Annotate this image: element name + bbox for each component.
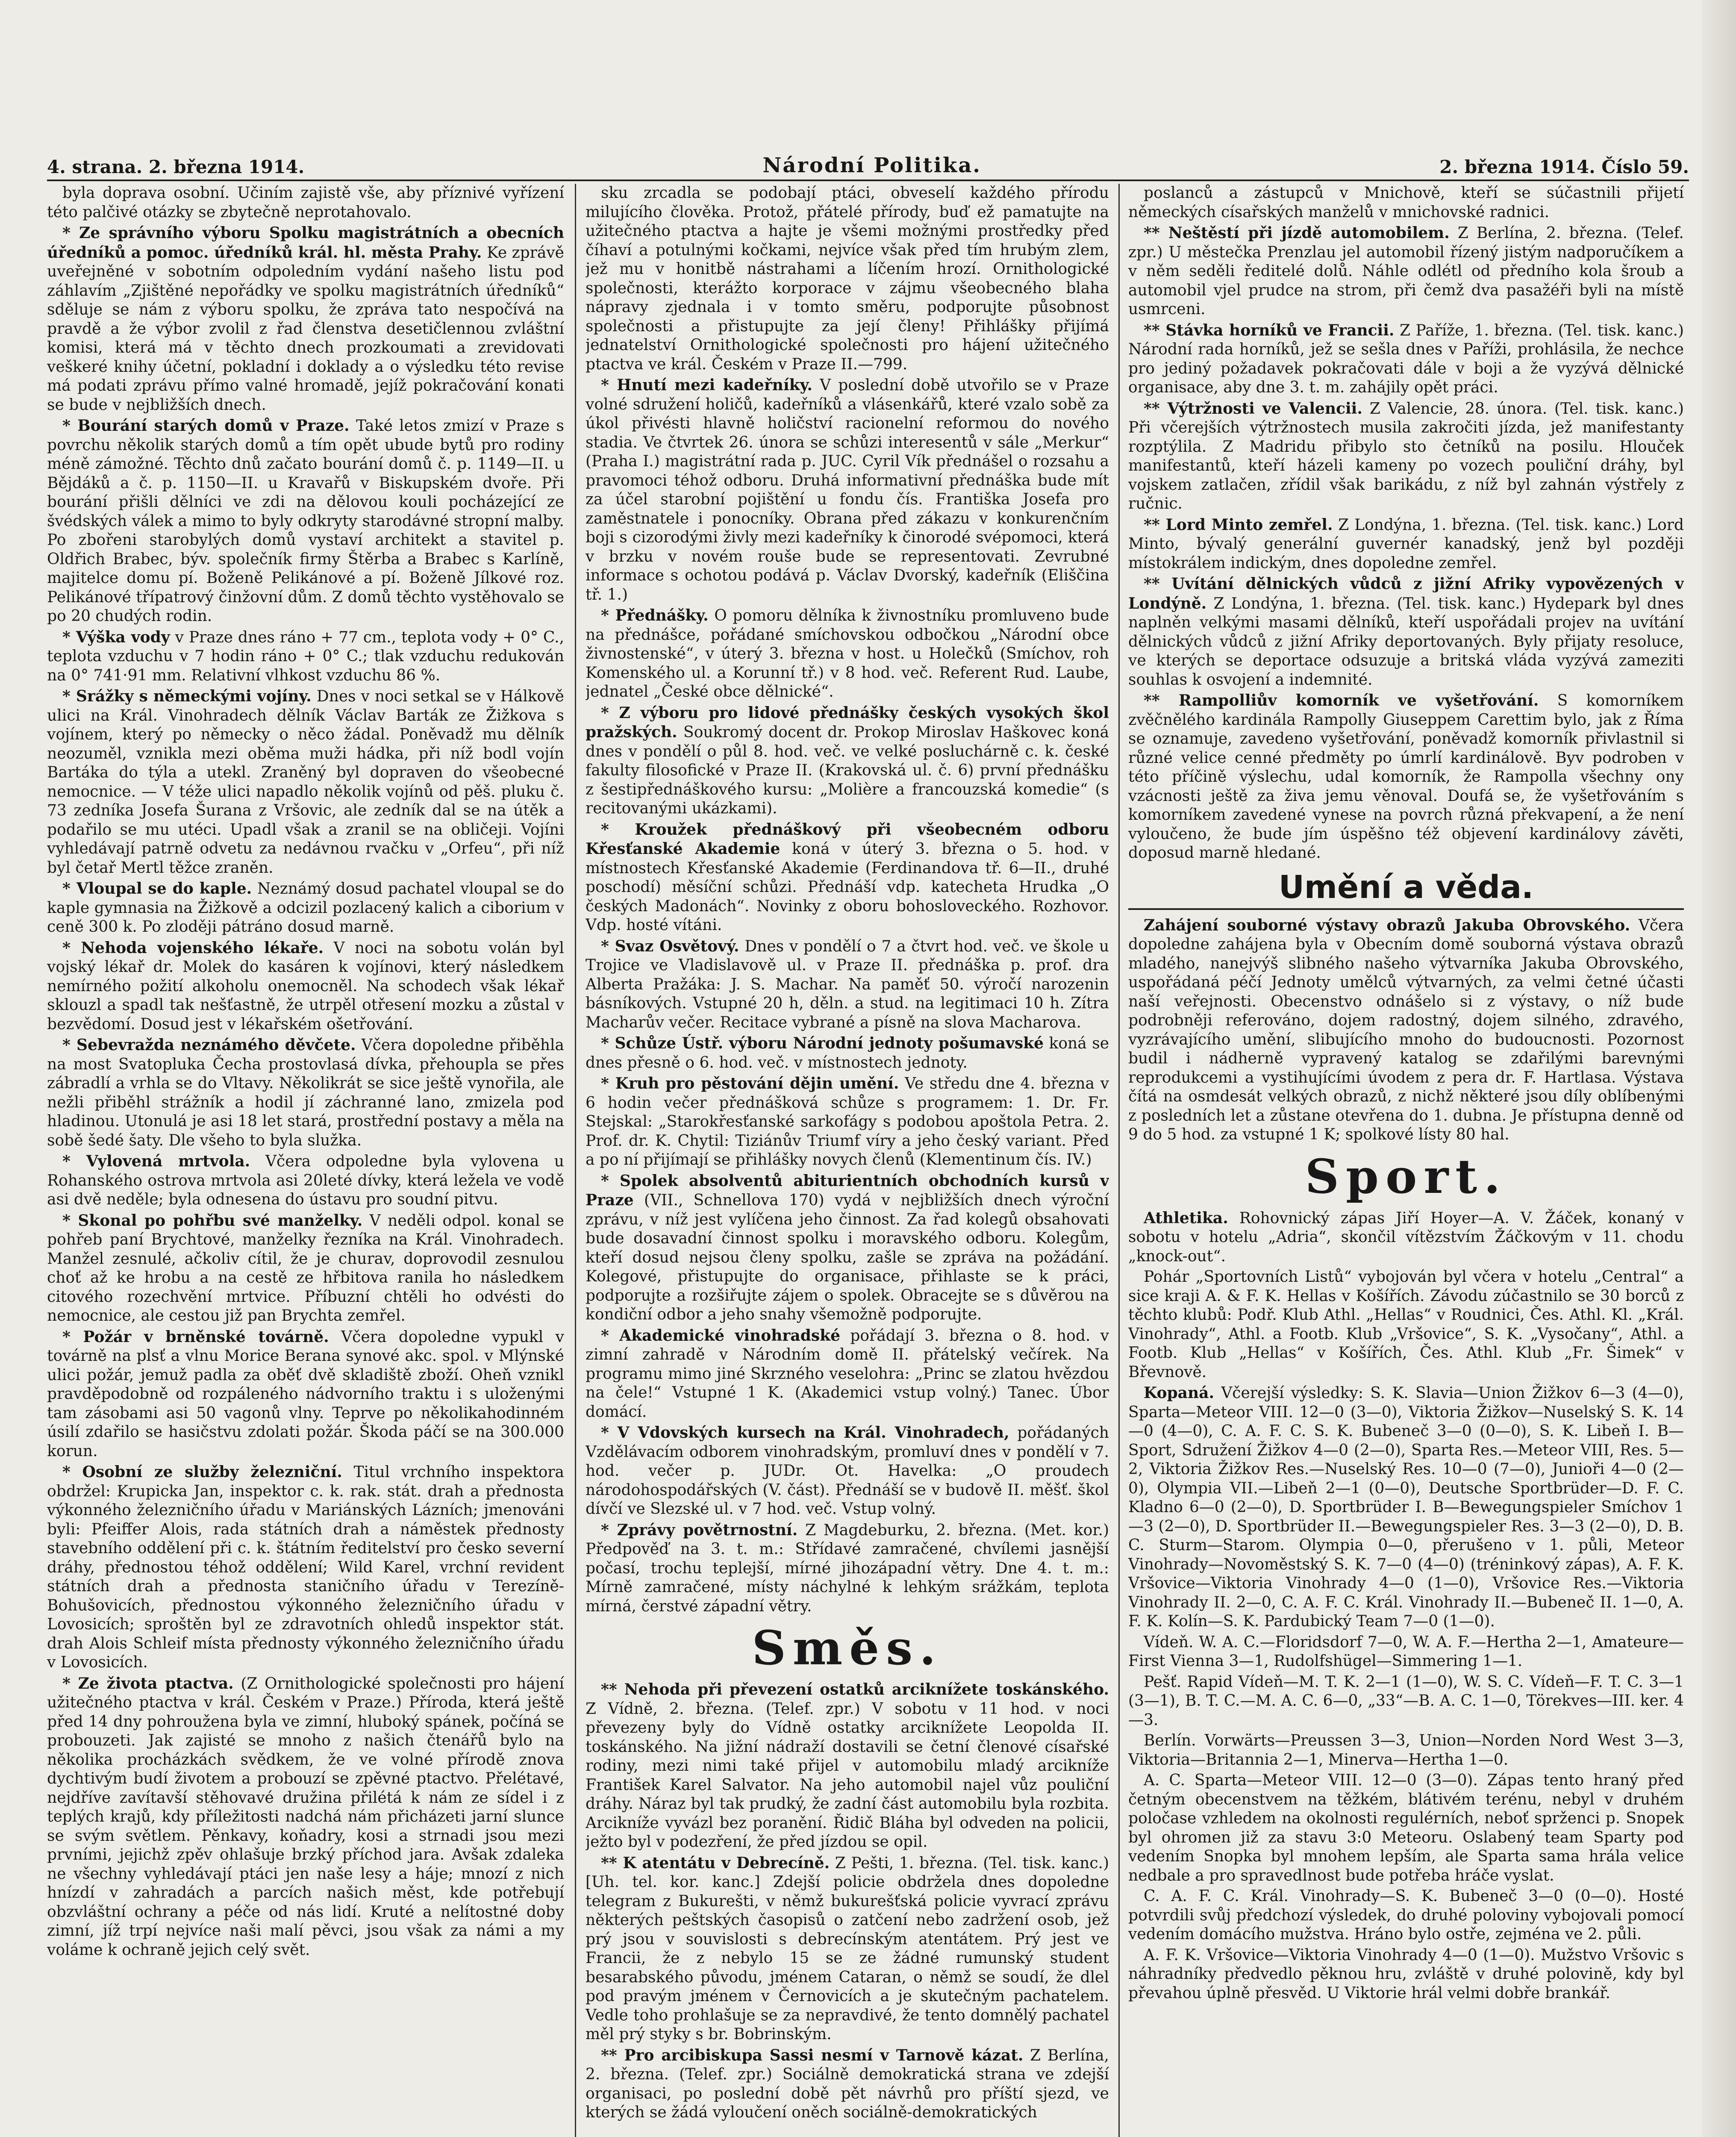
article-paragraph	[586, 1326, 1109, 1422]
article-text: Včera odpoledne byla vylovena u Rohanského ostrova mrtvola asi 20leté dívky, která ležela ve vodě asi dvě neděle; byla odnesena do ústavu pro soudní pitvu.	[47, 1153, 564, 1208]
section-heading: Umění a věda.	[1128, 869, 1684, 910]
article-paragraph	[1128, 1731, 1684, 1769]
article-paragraph	[1128, 916, 1684, 1145]
article-paragraph	[1128, 1887, 1684, 1944]
article-paragraph	[586, 2046, 1109, 2122]
article-text: A. F. K. Vršovice—Viktoria Vinohrady 4—0 (1—0). Mužstvo Vršovic s náhradníky předvedlo pěknou hru, zvláště v druhé polovině, kdy byl převahou úplně přesvěd. U Viktorie hrál velmi dobře brankář.	[1128, 1946, 1684, 2002]
article-text: Včera dopoledne zahájena byla v Obecním domě souborná výstava obrazů mladého, nanejvýš slibného našeho výtvarníka Jakuba Obrovského, uspořádaná péčí Jednoty umělců výtvarných, za velmi četné účasti naší veřejnosti. Obecenstvo odnášelo si z výstavy, o níž bude podrobněji referováno, dojem radostný, dojem silného, zdravého, vyzrávajícího umění, slibujícího mnoho do budoucnosti. Pozornost budil i nádherně vypravený katalog se zdařilými barevnými reprodukcemi a vystihujícími úvodem z pera dr. F. Hartlasa. Výstava čítá na osmdesát velkých obrazů, z nichž některé jsou díly oblíbenými z posledních let a zůstane otevřena do 1. dubna. Je přístupna denně od 9 do 5 hod. za vstupné 1 K; spolkové lísty 80 hal.	[1128, 916, 1684, 1143]
article-paragraph	[1128, 1209, 1684, 1266]
column-divider	[575, 184, 576, 2137]
article-headline: * Akademické vinohradské	[601, 1326, 840, 1345]
article-paragraph	[586, 606, 1109, 702]
article-text: pořádají 3. března o 8. hod. v zimní zahradě v Národním domě II. přátelský večírek. Na programu mimo jiné Skrzného veselohra: „Princ se zlatou hvězdou na čele!“ Vstupné 1 K. (Akademici vstup volný.) Tanec. Úbor domácí.	[586, 1327, 1109, 1421]
header-rule	[47, 180, 1689, 181]
column-3	[1128, 184, 1684, 2137]
article-paragraph	[1128, 1268, 1684, 1382]
article-headline: * Osobní ze služby železniční.	[62, 1463, 342, 1481]
article-headline: * Kruh pro pěstování dějin umění.	[601, 1074, 899, 1092]
article-text: Vídeň. W. A. C.—Floridsdorf 7—0, W. A. F.—Hertha 2—1, Amateure—First Vienna 3—1, Rudolfshügel—Simmering 1—1.	[1128, 1633, 1684, 1670]
article-text: Z Berlína, 2. března. (Telef. zpr.) U městečka Prenzlau jel automobil řízený jistým nadporučíkem a v něm seděli ředitelé dolů. Náhle odlétl od předního kola šroub a automobil vjel prudce na strom, při čemž dva pasažéři byli na místě usmrceni.	[1128, 224, 1684, 318]
article-headline: Zahájení souborné výstavy obrazů Jakuba Obrovského.	[1144, 916, 1630, 934]
article-paragraph	[586, 1074, 1109, 1170]
article-text: Dnes v noci setkal se v Hálkově ulici na Král. Vinohradech dělník Václav Barták ze Žižkova s vojínem, který po německy o něco žádal. Poněvadž mu dělník neozuměl, vznikla mezi oběma muži hádka, při níž bodl vojín Bartáka do týla a utekl. Zraněný byl dopraven do všeobecné nemocnice. — V téže ulici napadlo několik vojínů od pěš. pluku č. 73 zedníka Josefa Šurana z Vršovic, ale zedník dal se na útěk a podařilo se mu utéci. Upadl však a zranil se na obličeji. Vojíni vyhledávají patrně odvetu za nedávnou rvačku v „Orfeu“, při níž byl četař Mertl těžce zraněn.	[47, 688, 564, 877]
article-paragraph	[47, 1152, 564, 1210]
article-paragraph	[47, 939, 564, 1034]
column-divider	[1118, 184, 1120, 2137]
article-headline: * Vloupal se do kaple.	[62, 880, 252, 898]
article-text: v Praze dnes ráno + 77 cm., teplota vody + 0° C., teplota vzduchu v 7 hodin ráno + 0° C.; tlak vzduchu redukován na 0° 741·91 mm. Relativní vlhkost vzduchu 86 %.	[47, 628, 564, 684]
article-paragraph	[1128, 1383, 1684, 1631]
article-text: poslanců a zástupců v Mnichově, kteří se súčastnili přijetí německých císařských manželů v mnichovské radnici.	[1128, 184, 1684, 221]
article-text: V neděli odpol. konal se pohřeb paní Brychtové, manželky řezníka na Král. Vinohradech. Manžel zesnulé, ačkoliv cítil, že je churav, doprovodil zesnulou choť až ke hrobu a na cestě ze hřbitova ranila ho následkem citového rozechvění mrtvice. Příbuzní chtěli ho odvésti do nemocnice, ale cestou již pan Brychta zemřel.	[47, 1212, 564, 1325]
article-headline: * Přednášky.	[601, 606, 709, 624]
column-2	[586, 184, 1109, 2137]
article-headline: ** Nehoda při převezení ostatků arciknížete toskánského.	[601, 1681, 1109, 1698]
article-paragraph	[586, 184, 1109, 374]
scan-edge	[1702, 0, 1736, 2137]
article-headline: * Hnutí mezi kadeřníky.	[601, 376, 812, 394]
article-text: Berlín. Vorwärts—Preussen 3—3, Union—Norden Nord West 3—3, Viktoria—Britannia 2—1, Minerva—Hertha 1—0.	[1128, 1732, 1684, 1769]
article-paragraph	[1128, 515, 1684, 573]
article-headline: * Z výboru pro lidové přednášky českých vysokých škol pražských.	[586, 704, 1109, 741]
section-heading: Sport.	[1305, 1148, 1507, 1204]
article-text: Rohovnický zápas Jiří Hoyer—A. V. Žáček, konaný v sobotu v hotelu „Adria“, skončil vítězstvím Žáčkovým v 11. chodu „knock-out“.	[1128, 1209, 1684, 1265]
article-text: S komorníkem zvěčnělého kardinála Rampolly Giuseppem Carettim bylo, jak z Říma se oznamuje, zavedeno vyšetřování, poněvadž komorník přivlastnil si různé velice cenné předměty po úmrlí kardinálově. Byv podroben v této příčině výslechu, udal komorník, že Rampolla všechny ony vzácnosti ještě za živa jemu věnoval. Doufá se, že vyšetřováním s komorníkem zavedené vynese na povrch různá překvapení, a že není vyloučeno, že bude jím úspěšno též objevení kardinálovy závěti, doposud marně hledané.	[1128, 692, 1684, 862]
header-date-left: 4. strana. 2. března 1914.	[47, 156, 305, 177]
article-paragraph	[586, 704, 1109, 818]
article-headline: * Nehoda vojenského lékaře.	[62, 939, 324, 957]
article-paragraph	[47, 416, 564, 626]
article-paragraph	[586, 937, 1109, 1033]
article-headline: * Ze života ptactva.	[62, 1674, 234, 1693]
article-text: Z Magdeburku, 2. března. (Met. kor.) Předpověď na 3. t. m.: Střídavé zamračené, chvílemi jasnější počasí, trochu teplejší, mírné jihozápadní větry. Dne 4. t. m.: Mírně zamračené, místy náchylné k lehkým srážkám, teplota mírná, čerstvé západní větry.	[586, 1521, 1109, 1615]
article-paragraph	[1128, 1771, 1684, 1885]
article-paragraph	[47, 1211, 564, 1326]
article-paragraph	[47, 1674, 564, 1960]
article-paragraph	[1128, 574, 1684, 689]
article-paragraph	[47, 224, 564, 415]
article-text: Z Vídně, 2. března. (Telef. zpr.) V sobotu v 11 hod. v noci převezeny byly do Vídně ostatky arciknížete Leopolda II. toskánského. Na jižní nádraží dostavili se četní členové císařské rodiny, mezi nimi také přijel v automobilu mladý arcikníže František Karel Salvator. Na jeho automobil najel vůz pouliční dráhy. Náraz byl tak prudký, že zadní část automobilu byla rozbita. Arcikníže vyvázl bez poranění. Řidič Bláha byl odveden na policii, ježto byl v podezření, že před jízdou se opil.	[586, 1700, 1109, 1851]
section-heading: Směs.	[752, 1620, 943, 1675]
article-headline: ** Uvítání dělnických vůdců z jižní Afriky vypovězených v Londýně.	[1128, 575, 1684, 612]
article-text: sku zrcadla se podobají ptáci, obveselí každého přírodu milujícího člověka. Protož, přátelé přírody, buď ež pamatujte na užitečného ptactva a hajte je všemi možnými prostředky před číhaví a potulnými kočkami, nejvíce však před tím hrubým zlem, jež mu v honitbě nástrahami a líčením hrozí. Ornithologické společnosti, kterážto korporace v zájmu všeobecného blaha nápravy zjednala i v tomto směru, podporujte působnost společnosti a přistupujte za její členy! Přihlášky přijímá jednatelství Ornithologické společnosti pro hájení užitečného ptactva ve král. Českém v Praze II.—799.	[586, 184, 1109, 373]
article-paragraph	[1128, 691, 1684, 863]
article-text: (VII., Schnellova 170) vydá v nejbližších dnech výroční zprávu, v níž jest vylíčena jeho činnost. Za řad kolegů obsahovati bude dosavadní činnost spolku i moravského odboru. Kolegům, kteří dosud nejsou členy spolku, zašle se zpráva na požádání. Kolegové, přistupujte do organisace, přihlaste se k práci, podporujte a rozšiřujte zájem o spolek. Obracejte se s důvěrou na kondiční odbor a jeho snahy všemožně podporujte.	[586, 1192, 1109, 1323]
article-headline: * Požár v brněnské továrně.	[62, 1328, 329, 1346]
article-paragraph	[586, 1521, 1109, 1616]
page-header	[47, 152, 1689, 177]
article-text: koná se dnes přesně o 6. hod. več. v místnostech jednoty.	[586, 1035, 1109, 1071]
article-paragraph	[1128, 1946, 1684, 2003]
masthead-title: Národní Politika.	[762, 153, 981, 177]
article-text: Soukromý docent dr. Prokop Miroslav Haškovec koná dnes v pondělí o půl 8. hod. več. ve velké posluchárně c. k. české fakulty filosofické v Praze II. (Krakovská ul. č. 6) první přednášku z šestipřednáškového kursu: „Molière a francouzská komedie“ (s recitovanými ukázkami).	[586, 724, 1109, 817]
article-headline: * Bourání starých domů v Praze.	[62, 417, 350, 435]
article-paragraph	[47, 1328, 564, 1461]
article-headline: * Kroužek přednáškový při všeobecném odboru Křesťanské Akademie	[586, 820, 1109, 858]
article-text: C. A. F. C. Král. Vinohrady—S. K. Bubeneč 3—0 (0—0). Hosté potvrdili svůj předchozí výsledek, do druhé poloviny vybojovali pomocí vedením domácího mužstva. Hráno bylo ostře, zejména ve 2. půli.	[1128, 1887, 1684, 1943]
article-text: Včera dopoledne přiběhla na most Svatopluka Čecha prostovlasá dívka, přehoupla se přes zábradlí a vrhla se do Vltavy. Několikrát se sice ještě vynořila, ale nežli přiběhl strážník a hodil jí záchranné lano, zmizela pod hladinou. Utonulá je asi 18 let stará, prostřední postavy a měla na sobě šedé šaty. Dle všeho to byla služka.	[47, 1036, 564, 1149]
article-text: Z Londýna, 1. března. (Tel. tisk. kanc.) Lord Minto, bývalý generální guvernér kanadský, jenž byl později místokrálem indickým, dnes dopoledne zemřel.	[1128, 516, 1684, 572]
article-headline: ** Výtržnosti ve Valencii.	[1144, 399, 1362, 418]
article-paragraph	[586, 1172, 1109, 1325]
article-text: Titul vrchního inspektora obdržel: Krupicka Jan, inspektor c. k. rak. stát. drah a přednosta výkonného železničního úřadu v Mariánských Lázních; jmenováni byli: Pfeiffer Alois, rada státních drah a náměstek přednosty stavebního oddělení při c. k. štátním ředitelství pro česko severní dráhy, přednostou téhož oddělení; Wild Karel, vrchní revident státních drah a přednosta staničního úřadu v Terezíně-Bohušovicích, přednostou výkonného železničního úřadu v Lovosicích; sproštěn byl ze zdravotních ohledů inspektor stát. drah Alois Schleif místa přednosty výkonného železničního úřadu v Lovosicích.	[47, 1463, 564, 1671]
article-headline: ** Stávka horníků ve Francii.	[1144, 321, 1395, 339]
article-text: V poslední době utvořilo se v Praze volné sdružení holičů, kadeřníků a vlásenkářů, které vzalo sobě za úkol přivésti hlavně holičství racionelní reformou do nového stadia. Ve čtvrtek 26. února se schůzi interesentů v sále „Merkur“ (Praha I.) magistrátní rada p. JUC. Cyril Vík přednášel o rozsahu a pravomoci téhož odboru. Druhá informativní přednáška bude mít za účel starobní pojištění u fondu čís. Františka Josefa pro zaměstnatele i ponocníky. Obrana před zákazu v konkurenčním boji s cizorodými živly mezi kadeřníky k činorodé svépomoci, která v brzku v novém rouše bude se representovati. Zevrubné informace s ochotou podává p. Václav Dvorský, kadeřník (Eliščina tř. 1.)	[586, 377, 1109, 603]
article-text: O pomoru dělníka k živnostníku promluveno bude na přednášce, pořádané smíchovskou odbočkou „Národní obce živnostenské“, v úterý 3. března v host. u Holečků (Smíchov, roh Komenského ul. a Korunní tř.) v 8 hod. več. Referent Rud. Laube, jednatel „České obce dělnické“.	[586, 607, 1109, 701]
article-headline: * Výška vody	[62, 628, 170, 646]
article-headline: ** Rampolliův komorník ve vyšetřování.	[1144, 692, 1539, 709]
article-paragraph	[47, 628, 564, 686]
article-paragraph	[586, 1034, 1109, 1072]
article-headline: * V Vdovských kursech na Král. Vinohradech,	[601, 1424, 1009, 1442]
article-headline: Kopaná.	[1144, 1384, 1215, 1402]
article-paragraph	[47, 184, 564, 222]
article-paragraph	[1128, 399, 1684, 514]
article-text: Z Londýna, 1. března. (Tel. tisk. kanc.) Hydepark byl dnes naplněn velkými masami dělníků, kteří uspořádali projev na uvítání dělnických vůdců z jižní Afriky deportovaných. Byly přijaty resoluce, ve kterých se deportace odsuzuje a britská vláda vyzývá zameziti souhlas k osvojení a indemnité.	[1128, 595, 1684, 689]
article-text: (Z Ornithologické společnosti pro hájení užitečného ptactva v král. Českém v Praze.) Příroda, která ještě před 14 dny pohroužena byla ve zimní, hluboký spánek, počíná se probouzeti. Jak zajisté se mnoho z našich čtenářů bylo na několika procházkách svědkem, že ve volné přírodě znova dychtivým budí životem a probouzí se zpěvné ptactvo. Přelétavé, nejdříve zavítavší stěhovavé družina přilétá k nám ze sídel i z teplých krajů, kdy příležitosti nadchá nám přicházeti jarní slunce se svým světlem. Pěnkavy, koňadry, kosi a strnadi jsou mezi prvními, jejichž zpěv ohlašuje brzký příchod jara. Avšak zdaleka ne všechny vyhledávají ptáci jen naše lesy a háje; mnozí z nich hnízdí v zahradách a parcích našich měst, kde potřebují obzvláštní ochrany a péče od nás lidí. Kruté a nelítostné doby zimní, jíž trpí nejvíce naši malí pěvci, jsou však za námi a my voláme k ochraně jejich celý svět.	[47, 1675, 564, 1959]
article-headline: ** Pro arcibiskupa Sassi nesmí v Tarnově kázat.	[601, 2046, 1024, 2064]
article-headline: ** Neštěstí při jízdě automobilem.	[1144, 224, 1450, 242]
header-date-issue: 2. března 1914. Číslo 59.	[1439, 156, 1689, 177]
article-paragraph	[1128, 224, 1684, 319]
article-text: pořádaných Vzdělávacím odborem vinohradským, promluví dnes v pondělí v 7. hod. večer p. JUDr. Ot. Havelka: „O proudech národohospodářských (V. část). Přednáší se v budově II. měšť. škol dívčí ve Slezské ul. v 7 hod. več. Vstup volný.	[586, 1424, 1109, 1518]
article-paragraph	[586, 376, 1109, 604]
article-text: Včera dopoledne vypukl v továrně na plsť a vlnu Morice Berana synové akc. spol. v Mlýnské ulici požár, jemuž padla za oběť dvě skladiště zboží. Oheň vznikl pravděpodobně od rozpáleného nádvorního traktu i s uloženými tam zásobami asi 50 vagonů vlny. Teprve po několikahodinném úsilí zdařilo se hasičstvu zdolati požár. Škoda páčí se na 300.000 korun.	[47, 1328, 564, 1460]
article-headline: * Srážky s německými vojíny.	[62, 687, 312, 705]
article-paragraph	[586, 820, 1109, 935]
article-text: koná v úterý 3. března o 5. hod. v místnostech Křesťanské Akademie (Ferdinandova tř. 6—II., druhé poschodí) měsíční schůzi. Přednáší vdp. katecheta Hrudka „O českých Madonách“. Novinky z oboru bohosloveckého. Rozhovor. Vdp. hosté vítáni.	[586, 840, 1109, 934]
article-text: Ve středu dne 4. března v 6 hodin večer přednášková schůze s programem: 1. Dr. Fr. Stejskal: „Starokřesťanské sarkofágy s podobou apoštola Petra. 2. Prof. dr. K. Chytil: Tiziánův Triumf víry a jeho český variant. Před a po ní přijímají se přihlášky novych členů (Klementinum čís. IV.)	[586, 1075, 1109, 1169]
article-paragraph	[1128, 184, 1684, 222]
article-text: byla doprava osobní. Učiním zajistě vše, aby příznivé vyřízení této palčivé otázky se zbytečně neprotahovalo.	[47, 184, 564, 221]
article-paragraph	[47, 1463, 564, 1672]
column-1	[47, 184, 564, 2137]
article-headline: Athletika.	[1144, 1209, 1228, 1227]
article-text: Pešť. Rapid Vídeň—M. T. K. 2—1 (1—0), W. S. C. Vídeň—F. T. C. 3—1 (3—1), B. T. C.—M. A. C. 6—0, „33“—B. A. C. 1—0, Törekves—III. ker. 4—3.	[1128, 1673, 1684, 1729]
article-paragraph	[586, 1854, 1109, 2044]
article-text: V noci na sobotu volán byl vojský lékař dr. Molek do kasáren k vojínovi, který následkem nemírného požití alkoholu onemocněl. Na schodech však lékař sklouzl a spadl tak nešťastně, že utrpěl otřesení mozku a zůstal v bezvědomí. Dosud jest v lékařském ošetřování.	[47, 939, 564, 1033]
article-text: Včerejší výsledky: S. K. Slavia—Union Žižkov 6—3 (4—0), Sparta—Meteor VIII. 12—0 (3—0), Viktoria Žižkov—Nuselský S. K. 14—0 (4—0), C. A. F. C. S. K. Bubeneč 3—0 (0—0), S. K. Libeň I. B—Sport, Sdružení Žižkov 4—0 (2—0), Sparta Res.—Meteor VIII, Res. 5—2, Viktoria Žižkov Res.—Nuselský Res. 10—0 (7—0), Junioři 4—0 (2—0), Olympia VII.—Libeň 2—1 (0—0), Deutsche Sportbrüder—D. F. C. Kladno 6—0 (2—0), D. Sportbrüder I. B—Bewegungspieler Smíchov 1—3 (2—0), D. Sportbrüder II.—Bewegungspieler Res. 3—3 (2—0), D. B. C. Sturm—Starom. Olympia 0—0, přerušeno v 1. půli, Meteor Vinohrady—Novoměstský S. K. 7—0 (4—0) (tréninkový zápas), A. F. K. Vršovice—Viktoria Vinohrady 4—0 (1—0), Vršovice Res.—Viktoria Vinohrady II. 2—0, C. A. F. C. Král. Vinohrady II.—Bubeneč II. 1—0, A. F. K. Kolín—S. K. Pardubický Team 7—0 (1—0).	[1128, 1384, 1684, 1630]
article-text: Z Berlína, 2. března. (Telef. zpr.) Sociálně demokratická strana ve zdejší organisaci, po poslední době pět návrhů pro příští sjezd, ve kterých se žádá vyloučení oněch sociálně-demokratických	[586, 2046, 1109, 2121]
article-text: Z Pešti, 1. března. (Tel. tisk. kanc.) [Uh. tel. kor. kanc.] Zdejší policie obdržela dnes dopoledne telegram z Bukurešti, v němž bukurešťská policie vyvrací zprávu některých peštských časopisů o zatčení nebo zadržení osob, jež prý jsou v souvislosti s debrecínským atentátem. Prý jest ve Francii, že z nebylo 15 se ze žádné rumunský student besarabského původu, jménem Cataran, o němž se soudí, že dlel pod pravým jménem v Černovicích a je skutečným pachatelem. Vedle toho prohlašuje se za nepravdivé, že tento domnělý pachatel měl prý styky s br. Bobrinským.	[586, 1854, 1109, 2043]
article-text: A. C. Sparta—Meteor VIII. 12—0 (3—0). Zápas tento hraný před četným obecenstvem na těžkém, blátivém terénu, nebyl v druhém poločase vzhledem na okolnosti regulérních, neboť sprženci p. Snopek byl ohromen již za stavu 3:0 Meteoru. Oslabený team Sparty pod vedením Snopka byl mnohem lepším, ale Sparta sama hrála velice nedbale a pro spravedlnost bude potřeba hráče vyslat.	[1128, 1772, 1684, 1884]
article-headline: ** K atentátu v Debrecíně.	[601, 1854, 830, 1872]
article-paragraph	[47, 687, 564, 877]
article-text: Také letos zmizí v Praze s povrchu několik starých domů a tím opět ubude bytů pro rodiny méně zámožné. Těchto dnů začato bourání domů č. p. 1149—II. u Bějdáků a č. p. 1150—II. u Kravařů v Biskupském dvoře. Při bourání přišli dělníci ve zdi na dělovou kouli pocházející ze švédských válek a mimo to byly odkryty starodávné stropní malby. Po zbořeni starobylých domů vystaví architekt a stavitel p. Oldřich Brabec, býv. společník firmy Štěrba a Brabec s Karlíně, majitelce domu pí. Boženě Pelikánové a pí. Boženě Jílkové roz. Pelikánové třípatrový činžovní dům. Z domů těchto vystěhovalo se po 20 chudých rodin.	[47, 417, 564, 625]
article-paragraph	[47, 1036, 564, 1150]
article-text: Z Paříže, 1. března. (Tel. tisk. kanc.) Národní rada horníků, jež se sešla dnes v Paříži, prohlásila, že nechce pro jediný požadavek pokračovati dále v boji a že vyzývá dělnické organisace, aby dne 3. t. m. zahájily opět práci.	[1128, 321, 1684, 396]
article-text: Ke zprávě uveřejněné v sobotním odpoledním vydání našeho listu pod záhlavím „Zjištěné nepořádky ve spolku magistrátních úředníků“ sděluje se nám z výboru spolku, že zpráva tato nespočívá na pravdě a že výbor zvolil z řad členstva desetičlennou zvláštní komisi, která má v těchto dnech prozkoumati a zrevidovati veškeré knihy účetní, pokladní i doklady a o výsledku této revise má podati zprávu přímo valné hromadě, jejíž pokračování konati se bude v nejbližších dnech.	[47, 244, 564, 414]
article-text: Pohár „Sportovních Listů“ vybojován byl včera v hotelu „Central“ a sice kraji A. & F. K. Hellas v Košířích. Závodu zúčastnilo se 30 borců z těchto klubů: Podř. Klub Athl. „Hellas“ v Roudnici, Čes. Athl. Kl. „Král. Vinohrady“, Athl. a Footb. Klub „Vršovice“, S. K. „Vysočany“, Athl. a Footb. Klub „Hellas“ v Košířích, Čes. Athl. Klub „Fr. Šimek“ v Břevnově.	[1128, 1268, 1684, 1381]
article-paragraph	[47, 879, 564, 937]
article-paragraph	[1128, 1673, 1684, 1730]
article-headline: * Vylovená mrtvola.	[62, 1152, 250, 1170]
article-paragraph	[586, 1680, 1109, 1852]
article-headline: * Spolek absolventů abiturientních obchodních kursů v Praze	[586, 1172, 1109, 1209]
article-headline: * Sebevražda neznámého děvčete.	[62, 1036, 356, 1054]
article-headline: * Svaz Osvětový.	[601, 937, 739, 955]
article-text: Dnes v pondělí o 7 a čtvrt hod. več. ve škole u Trojice ve Vladislavově ul. v Praze II. přednáška p. prof. dra Alberta Pražáka: J. S. Machar. Na paměť 50. výročí narozenin básníkových. Vstupné 20 h, děln. a stud. na legitimaci 10 h. Zítra Macharův večer. Recitace vybrané a písně na slova Macharova.	[586, 937, 1109, 1031]
article-paragraph	[586, 1423, 1109, 1519]
article-headline: * Ze správního výboru Spolku magistrátních a obecních úředníků a pomoc. úředníků král. hl. města Prahy.	[47, 224, 564, 262]
article-text: Z Valencie, 28. února. (Tel. tisk. kanc.) Při včerejších výtržnostech musila zakročiti jízda, jež manifestanty rozptýlila. Z Madridu přibylo sto četníků na posilu. Hlouček manifestantů, kteří házeli kameny po vozech pouliční dráhy, byl vojskem zatlačen, zřídil však barikádu, z níž byl zahnán výstřely z ručnic.	[1128, 400, 1684, 512]
article-text: Neznámý dosud pachatel vloupal se do kaple gymnasia na Žižkově a odcizil pozlacený kalich a ciborium v ceně 300 k. Po zloději pátráno dosud marně.	[47, 880, 564, 936]
article-paragraph	[1128, 321, 1684, 397]
article-headline: * Schůze Ústř. výboru Národní jednoty pošumavské	[601, 1034, 1044, 1052]
article-paragraph	[1128, 1633, 1684, 1671]
article-headline: ** Lord Minto zemřel.	[1144, 515, 1333, 534]
article-headline: * Zprávy povětrnostní.	[601, 1521, 798, 1539]
article-headline: * Skonal po pohřbu své manželky.	[62, 1211, 363, 1230]
